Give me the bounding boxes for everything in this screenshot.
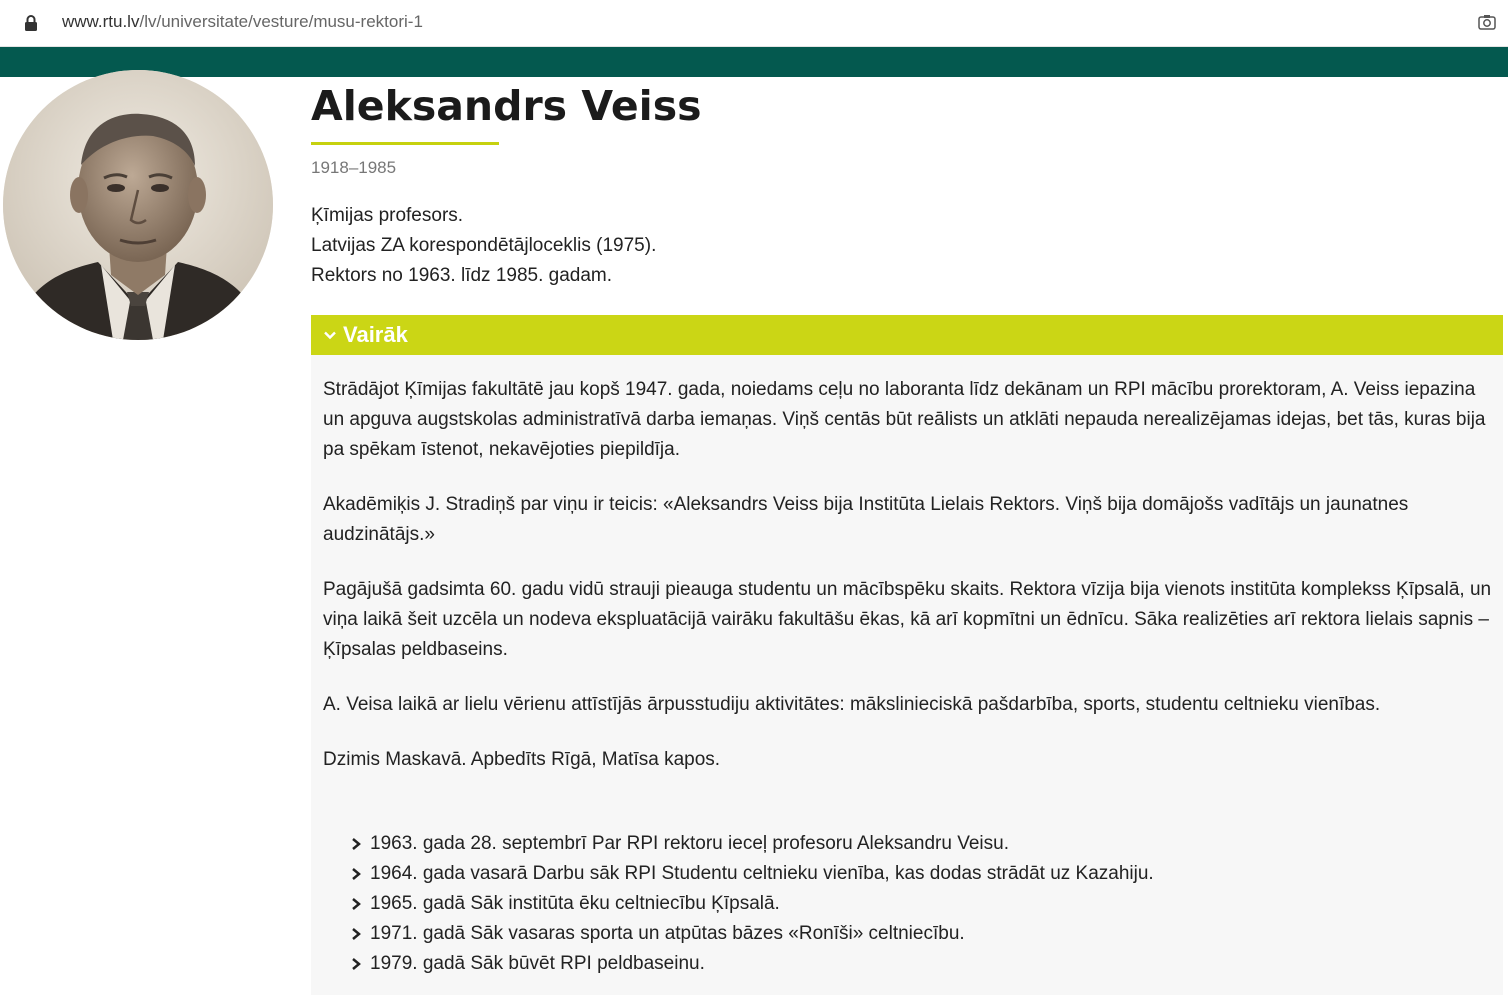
chevron-right-icon bbox=[350, 927, 362, 941]
timeline-text: 1964. gada vasarā Darbu sāk RPI Studentu celtnieku vienība, kas dodas strādāt uz Kazahiju. bbox=[370, 863, 1154, 884]
url-domain: www.rtu.lv bbox=[62, 12, 140, 31]
portrait-image bbox=[3, 70, 273, 340]
chevron-right-icon bbox=[350, 837, 362, 851]
biography-paragraph: Akadēmiķis J. Stradiņš par viņu ir teicis: «Aleksandrs Veiss bija Institūta Lielais Rektors. Viņš bija domājošs vadītājs un jaunatnes audzinātājs.» bbox=[323, 494, 1409, 545]
life-years: 1918–1985 bbox=[311, 158, 397, 177]
timeline-list bbox=[350, 829, 1154, 979]
chevron-down-icon bbox=[323, 328, 337, 342]
chevron-right-icon bbox=[350, 957, 362, 971]
timeline-text: 1965. gadā Sāk institūta ēku celtniecību Ķīpsalā. bbox=[370, 893, 780, 914]
site-header-band bbox=[0, 47, 1508, 77]
lock-icon bbox=[24, 14, 38, 32]
name-underline bbox=[311, 142, 499, 145]
biography-text bbox=[323, 375, 1493, 800]
address-bar[interactable] bbox=[0, 0, 1508, 47]
biography-paragraph: A. Veisa laikā ar lielu vērienu attīstījās ārpusstudiju aktivitātes: mākslinieciskā pašdarbība, sports, studentu celtnieku vienības. bbox=[323, 694, 1381, 715]
biography-paragraph: Pagājušā gadsimta 60. gadu vidū strauji pieauga studentu un mācībspēku skaits. Rektora vīzija bija vienots institūta komplekss Ķīpsalā, un viņa laikā šeit uzcēla un nodeva ekspluatācijā vairāku fakultāšu ēkas, kā arī kopmītni un ēdnīcu. Sāka realizēties arī rektora lielais sapnis – Ķīpsalas peldbaseins. bbox=[323, 579, 1492, 660]
timeline-item bbox=[350, 949, 1154, 979]
camera-icon[interactable] bbox=[1478, 14, 1496, 30]
person-summary bbox=[311, 201, 656, 291]
timeline-text: 1971. gadā Sāk vasaras sporta un atpūtas bāzes «Ronīši» celtniecību. bbox=[370, 923, 965, 944]
summary-line: Latvijas ZA korespondētājloceklis (1975). bbox=[311, 235, 657, 256]
more-toggle-label: Vairāk bbox=[343, 322, 408, 347]
url-path: /lv/universitate/vesture/musu-rektori-1 bbox=[139, 12, 423, 31]
chevron-right-icon bbox=[350, 867, 362, 881]
timeline-item bbox=[350, 829, 1154, 859]
timeline-text: 1979. gadā Sāk būvēt RPI peldbaseinu. bbox=[370, 953, 705, 974]
chevron-right-icon bbox=[350, 897, 362, 911]
summary-line: Ķīmijas profesors. bbox=[311, 205, 464, 226]
url-text[interactable] bbox=[62, 12, 423, 32]
timeline-item bbox=[350, 889, 1154, 919]
more-toggle-button[interactable] bbox=[311, 315, 1503, 355]
rector-portrait bbox=[3, 70, 273, 340]
biography-paragraph: Dzimis Maskavā. Apbedīts Rīgā, Matīsa kapos. bbox=[323, 749, 721, 770]
timeline-text: 1963. gada 28. septembrī Par RPI rektoru ieceļ profesoru Aleksandru Veisu. bbox=[370, 833, 1009, 854]
timeline-item bbox=[350, 919, 1154, 949]
biography-paragraph: Strādājot Ķīmijas fakultātē jau kopš 1947. gada, noiedams ceļu no laboranta līdz dekānam un RPI mācību prorektoram, A. Veiss iepazina un apguva augstskolas administratīvā darba iemaņas. Viņš centās būt reālists un atklāti nepauda nerealizējamas idejas, bet tās, kuras bija pa spēkam īstenot, nekavējoties piepildīja. bbox=[323, 379, 1486, 460]
summary-line: Rektors no 1963. līdz 1985. gadam. bbox=[311, 265, 613, 286]
person-name: Aleksandrs Veiss bbox=[311, 82, 702, 130]
timeline-item bbox=[350, 859, 1154, 889]
